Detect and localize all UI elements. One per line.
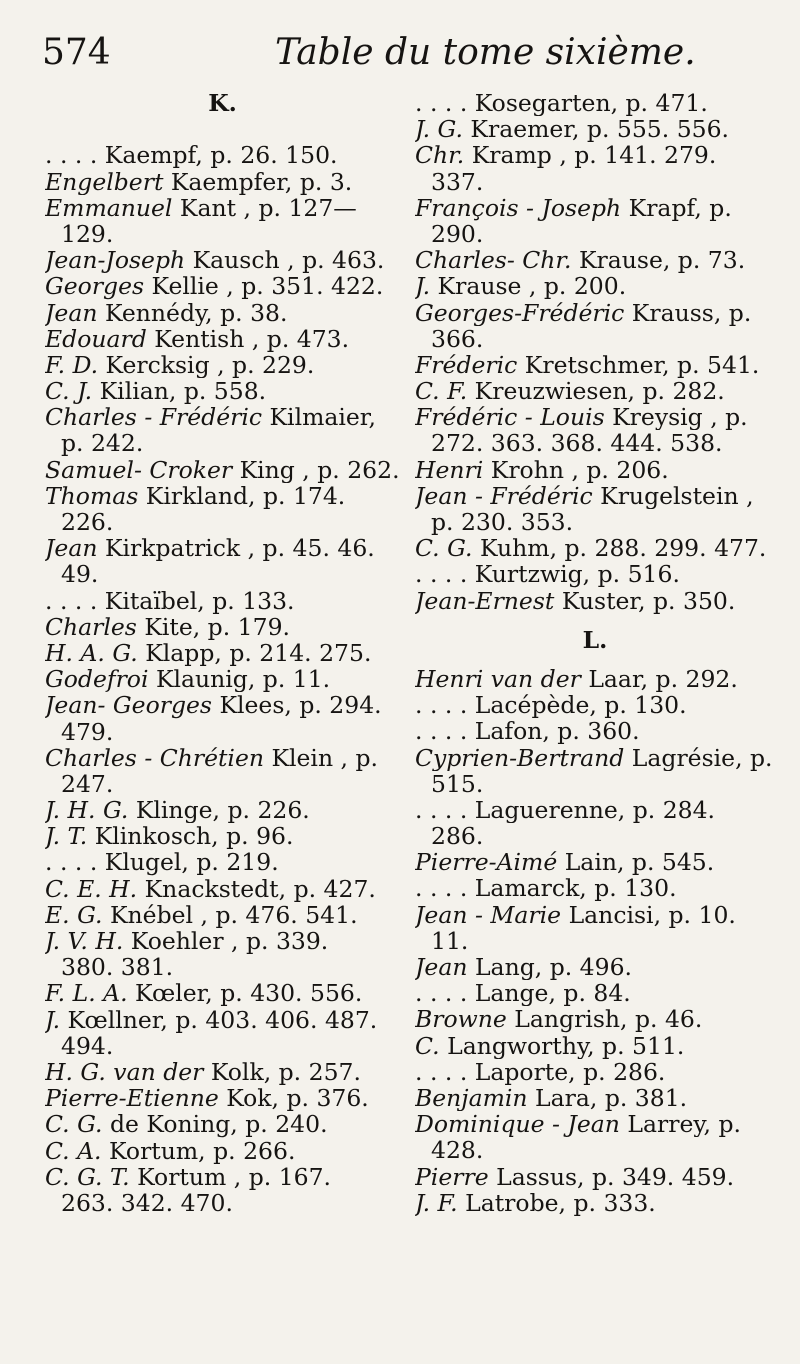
index-entry <box>45 1085 400 1111</box>
surname-and-pages: . . . . Kosegarten, p. 471. <box>415 90 708 117</box>
surname-and-pages: . . . . Lafon, p. 360. <box>415 718 640 745</box>
index-entry <box>45 247 400 273</box>
surname-and-pages: 226. <box>61 509 114 536</box>
index-entry <box>45 876 400 902</box>
index-entry <box>45 902 400 928</box>
index-entry <box>45 588 400 614</box>
surname-and-pages: p. 242. <box>61 430 144 457</box>
given-name: Jean - Frédéric <box>415 482 593 509</box>
surname-and-pages: 428. <box>431 1137 484 1164</box>
index-entry <box>415 247 775 273</box>
surname-and-pages: Lain, p. 545. <box>557 849 715 876</box>
surname-and-pages: Kok, p. 376. <box>218 1085 369 1112</box>
index-entry <box>415 1033 775 1059</box>
index-entry <box>415 849 775 875</box>
surname-and-pages: Kilmaier, <box>262 404 376 431</box>
index-entry-continuation <box>45 1033 400 1059</box>
given-name: Godefroi <box>45 666 149 693</box>
surname-and-pages: Krohn , p. 206. <box>483 456 669 483</box>
surname-and-pages: Krause, p. 73. <box>571 247 746 274</box>
given-name: Chr. <box>415 142 465 169</box>
index-entry <box>45 980 400 1006</box>
index-entry <box>45 797 400 823</box>
given-name: C. G. T. <box>45 1163 130 1190</box>
index-entry <box>415 718 775 744</box>
surname-and-pages: . . . . Klugel, p. 219. <box>45 849 279 876</box>
index-entry-continuation <box>415 771 775 797</box>
given-name: Georges <box>45 273 145 300</box>
index-entry-continuation <box>415 1137 775 1163</box>
page-header <box>30 28 770 88</box>
index-entry <box>45 1111 400 1137</box>
surname-and-pages: Kreuzwiesen, p. 282. <box>467 378 725 405</box>
given-name: Georges-Frédéric <box>415 299 625 326</box>
index-entry <box>415 116 775 142</box>
index-entry-continuation <box>45 954 400 980</box>
index-entry-continuation <box>45 430 400 456</box>
surname-and-pages: Kentish , p. 473. <box>146 325 350 352</box>
given-name: Browne <box>415 1006 507 1033</box>
spacer <box>415 614 775 627</box>
index-entry <box>45 404 400 430</box>
surname-and-pages: 247. <box>61 770 114 798</box>
index-entry <box>45 1164 400 1190</box>
index-entry <box>415 1164 775 1190</box>
index-entry <box>415 483 775 509</box>
given-name: Dominique - Jean <box>415 1111 620 1138</box>
surname-and-pages: Kœllner, p. 403. 406. 487. <box>60 1006 378 1033</box>
given-name: J. <box>415 273 431 300</box>
surname-and-pages: 49. <box>61 561 99 588</box>
surname-and-pages: Krauss, p. <box>624 299 752 326</box>
surname-and-pages: Kortum, p. 266. <box>101 1137 296 1164</box>
given-name: J. V. H. <box>45 928 124 955</box>
given-name: Thomas <box>45 482 139 509</box>
index-entry <box>415 1059 775 1085</box>
given-name: Jean - Marie <box>415 901 562 928</box>
surname-and-pages: 337. <box>431 168 484 195</box>
index-entry <box>45 849 400 875</box>
surname-and-pages: Kortum , p. 167. <box>129 1163 332 1190</box>
index-entry <box>415 797 775 823</box>
index-entry <box>45 745 400 771</box>
surname-and-pages: Kraemer, p. 555. 556. <box>462 116 730 143</box>
given-name: Fréderic <box>415 351 518 379</box>
surname-and-pages: Kirkpatrick , p. 45. 46. <box>97 535 375 562</box>
surname-and-pages: Kaempfer, p. 3. <box>163 168 353 195</box>
surname-and-pages: Klinge, p. 226. <box>128 797 310 824</box>
surname-and-pages: Larrey, p. <box>619 1111 741 1138</box>
surname-and-pages: . . . . Laguerenne, p. 284. <box>415 796 716 824</box>
given-name: J. T. <box>45 823 88 850</box>
surname-and-pages: 515. <box>431 770 484 797</box>
given-name: J. F. <box>415 1189 458 1216</box>
surname-and-pages: Lancisi, p. 10. <box>561 901 736 928</box>
surname-and-pages: Knackstedt, p. 427. <box>137 875 376 902</box>
given-name: Pierre-Etienne <box>45 1085 219 1112</box>
index-entry <box>45 169 400 195</box>
surname-and-pages: 366. <box>431 325 484 352</box>
given-name: Charles - Chrétien <box>45 744 264 771</box>
index-entry <box>45 666 400 692</box>
given-name: François - Joseph <box>415 194 622 221</box>
index-entry <box>415 1111 775 1137</box>
given-name: E. G. <box>45 901 103 928</box>
index-entry <box>415 378 775 404</box>
given-name: C. A. <box>45 1137 102 1164</box>
surname-and-pages: Krugelstein , <box>592 482 754 509</box>
surname-and-pages: 494. <box>61 1032 114 1059</box>
index-entry <box>415 902 775 928</box>
given-name: Jean <box>415 954 468 981</box>
index-entry-continuation <box>45 1190 400 1216</box>
index-entry <box>415 588 775 614</box>
surname-and-pages: Kilian, p. 558. <box>92 378 267 405</box>
index-entry <box>45 326 400 352</box>
index-entry <box>415 273 775 299</box>
index-entry-continuation <box>415 823 775 849</box>
index-entry <box>415 195 775 221</box>
surname-and-pages: . . . . Lamarck, p. 130. <box>415 875 677 902</box>
index-entry <box>415 1190 775 1216</box>
given-name: Jean <box>45 535 98 562</box>
surname-and-pages: Kant , p. 127— <box>172 194 357 221</box>
index-entry <box>45 823 400 849</box>
given-name: C. G. <box>45 1111 103 1138</box>
given-name: C. F. <box>415 378 468 405</box>
surname-and-pages: Krause , p. 200. <box>430 273 627 300</box>
surname-and-pages: Kuhm, p. 288. 299. 477. <box>472 535 767 562</box>
index-entry <box>45 483 400 509</box>
index-entry <box>45 614 400 640</box>
given-name: Charles <box>45 613 137 640</box>
given-name: Jean-Joseph <box>45 247 186 274</box>
index-entry <box>45 1059 400 1085</box>
page-number: 574 <box>42 32 111 73</box>
surname-and-pages: King , p. 262. <box>232 456 400 483</box>
given-name: C. <box>415 1032 440 1059</box>
surname-and-pages: 286. <box>431 823 484 850</box>
surname-and-pages: 380. 381. <box>61 954 174 981</box>
surname-and-pages: Kretschmer, p. 541. <box>517 351 760 379</box>
surname-and-pages: 263. 342. 470. <box>61 1189 233 1217</box>
index-entry <box>45 640 400 666</box>
given-name: Samuel- Croker <box>45 456 233 483</box>
surname-and-pages: p. 230. 353. <box>431 509 574 536</box>
surname-and-pages: Krapf, p. <box>621 194 732 221</box>
index-entry-continuation <box>45 509 400 535</box>
index-entry <box>415 142 775 168</box>
index-entry <box>45 195 400 221</box>
index-entry <box>45 142 400 168</box>
given-name: Charles- Chr. <box>415 247 572 274</box>
index-entry <box>45 692 400 718</box>
index-entry <box>415 561 775 587</box>
index-entry <box>415 1006 775 1032</box>
given-name: Engelbert <box>45 168 164 195</box>
surname-and-pages: Kercksig , p. 229. <box>98 351 315 379</box>
index-entry-continuation <box>45 561 400 587</box>
given-name: Frédéric - Louis <box>415 404 605 431</box>
surname-and-pages: . . . . Lange, p. 84. <box>415 980 631 1007</box>
index-entry <box>45 1007 400 1033</box>
index-entry-continuation <box>415 169 775 195</box>
given-name: J. G. <box>415 116 463 143</box>
surname-and-pages: . . . . Lacépède, p. 130. <box>415 692 687 719</box>
surname-and-pages: Laar, p. 292. <box>580 665 738 693</box>
index-entry-continuation <box>45 221 400 247</box>
index-entry <box>45 928 400 954</box>
surname-and-pages: 479. <box>61 718 114 745</box>
spacer <box>45 116 400 142</box>
index-entry-continuation <box>45 719 400 745</box>
index-entry <box>45 273 400 299</box>
index-entry <box>45 300 400 326</box>
given-name: Emmanuel <box>45 194 173 221</box>
index-entry <box>415 692 775 718</box>
index-entry <box>415 457 775 483</box>
index-entry <box>415 980 775 1006</box>
page-title: Table du tome sixième. <box>275 32 696 73</box>
surname-and-pages: Klapp, p. 214. 275. <box>137 639 372 667</box>
surname-and-pages: Kausch , p. 463. <box>185 247 385 274</box>
surname-and-pages: . . . . Kitaïbel, p. 133. <box>45 587 295 614</box>
given-name: C. G. <box>415 535 473 562</box>
surname-and-pages: 272. 363. 368. 444. 538. <box>431 430 723 457</box>
section-letter-heading: L. <box>582 626 608 653</box>
index-entry <box>45 535 400 561</box>
surname-and-pages: Klein , p. <box>263 744 379 771</box>
index-entry <box>415 1085 775 1111</box>
given-name: Pierre-Aimé <box>415 849 558 876</box>
given-name: F. D. <box>45 351 99 379</box>
surname-and-pages: Langworthy, p. 511. <box>439 1032 685 1059</box>
index-entry <box>415 535 775 561</box>
surname-and-pages: Kirkland, p. 174. <box>138 482 346 509</box>
given-name: Cyprien-Bertrand <box>415 744 625 771</box>
surname-and-pages: Kreysig , p. <box>604 404 748 431</box>
surname-and-pages: Kennédy, p. 38. <box>97 299 288 326</box>
surname-and-pages: 129. <box>61 220 114 248</box>
surname-and-pages: . . . . Kurtzwig, p. 516. <box>415 561 680 588</box>
given-name: C. J. <box>45 378 93 405</box>
surname-and-pages: Lara, p. 381. <box>527 1084 688 1112</box>
index-entry <box>415 404 775 430</box>
surname-and-pages: Klinkosch, p. 96. <box>87 823 294 850</box>
given-name: Jean- Georges <box>45 692 212 719</box>
index-entry <box>415 300 775 326</box>
index-entry-continuation <box>415 326 775 352</box>
surname-and-pages: . . . . Laporte, p. 286. <box>415 1058 666 1085</box>
index-entry <box>415 90 775 116</box>
given-name: Benjamin <box>415 1084 528 1112</box>
surname-and-pages: Kellie , p. 351. 422. <box>144 273 384 300</box>
index-entry <box>415 954 775 980</box>
surname-and-pages: Langrish, p. 46. <box>506 1006 703 1033</box>
surname-and-pages: Koehler , p. 339. <box>123 928 329 955</box>
given-name: H. A. G. <box>45 639 138 667</box>
spacer <box>415 653 775 666</box>
given-name: Henri <box>415 456 484 483</box>
given-name: Edouard <box>45 325 147 352</box>
given-name: Pierre <box>415 1163 489 1190</box>
index-entry <box>45 352 400 378</box>
index-entry <box>415 352 775 378</box>
surname-and-pages: Kœler, p. 430. 556. <box>127 980 363 1007</box>
index-entry-continuation <box>415 509 775 535</box>
surname-and-pages: Klaunig, p. 11. <box>148 666 331 693</box>
given-name: C. E. H. <box>45 875 138 902</box>
index-column-right <box>415 90 775 1216</box>
index-entry-continuation <box>415 928 775 954</box>
surname-and-pages: Kite, p. 179. <box>136 613 290 640</box>
index-entry-continuation <box>415 430 775 456</box>
given-name: F. L. A. <box>45 980 128 1007</box>
surname-and-pages: Knébel , p. 476. 541. <box>102 901 358 928</box>
index-entry <box>45 378 400 404</box>
surname-and-pages: 290. <box>431 220 484 248</box>
surname-and-pages: de Koning, p. 240. <box>102 1111 328 1138</box>
given-name: Jean-Ernest <box>415 587 555 614</box>
surname-and-pages: . . . . Kaempf, p. 26. 150. <box>45 142 338 169</box>
surname-and-pages: Kolk, p. 257. <box>203 1058 361 1086</box>
index-entry <box>415 745 775 771</box>
index-entry <box>45 1138 400 1164</box>
given-name: Jean <box>45 299 98 326</box>
surname-and-pages: Latrobe, p. 333. <box>457 1189 656 1216</box>
surname-and-pages: Klees, p. 294. <box>211 692 382 719</box>
given-name: J. H. G. <box>45 797 129 824</box>
given-name: J. <box>45 1006 61 1033</box>
index-entry <box>45 457 400 483</box>
given-name: Charles - Frédéric <box>45 404 263 431</box>
surname-and-pages: Lagrésie, p. <box>624 744 773 771</box>
section-letter-heading: K. <box>208 90 237 117</box>
surname-and-pages: Kuster, p. 350. <box>554 587 736 614</box>
surname-and-pages: Kramp , p. 141. 279. <box>464 142 717 169</box>
index-entry-continuation <box>45 771 400 797</box>
index-entry <box>415 875 775 901</box>
given-name: H. G. van der <box>45 1058 204 1086</box>
given-name: Henri van der <box>415 665 581 693</box>
index-column-left <box>45 90 400 1216</box>
surname-and-pages: Lang, p. 496. <box>467 954 632 981</box>
surname-and-pages: 11. <box>431 927 469 954</box>
index-entry-continuation <box>415 221 775 247</box>
surname-and-pages: Lassus, p. 349. 459. <box>488 1163 735 1190</box>
index-entry <box>415 666 775 692</box>
